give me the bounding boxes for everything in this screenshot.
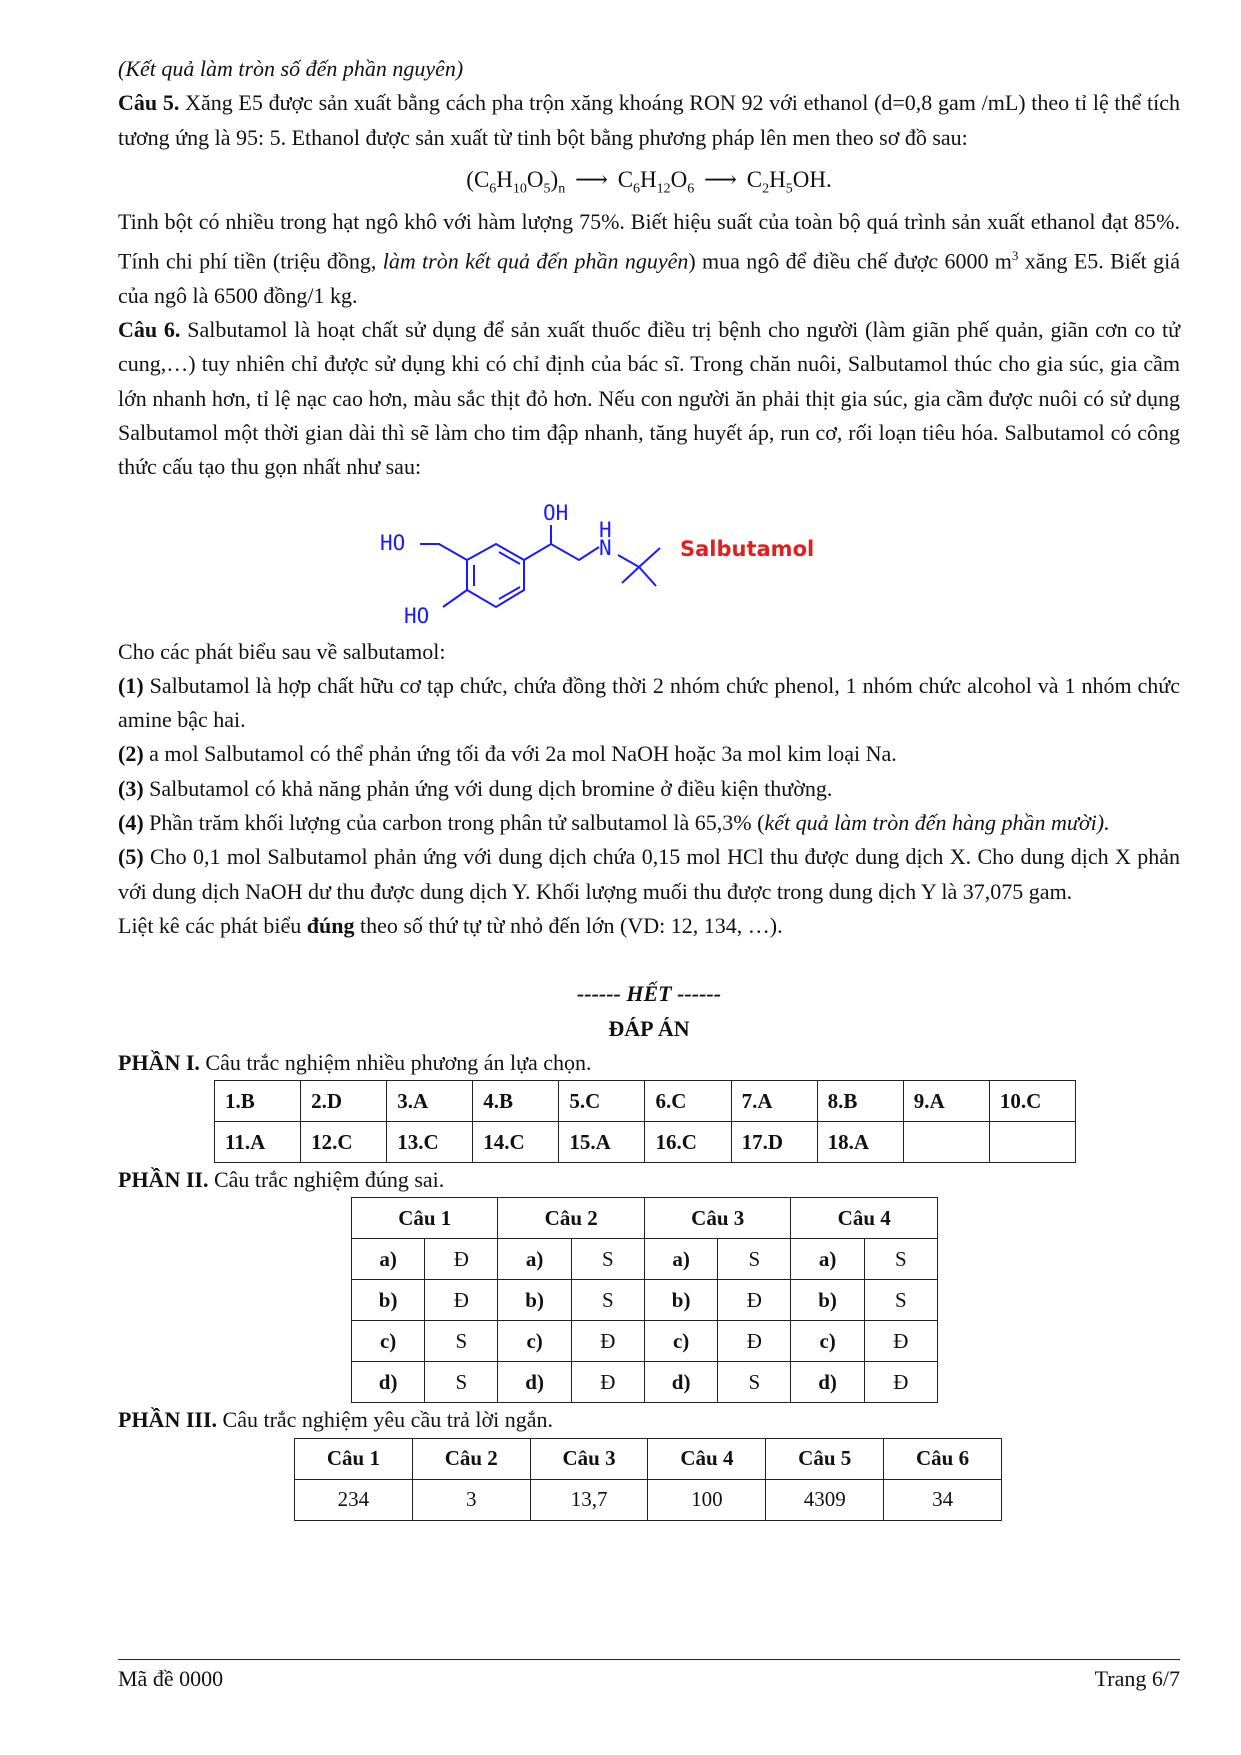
table-cell: a)	[791, 1239, 864, 1280]
table-header: Câu 2	[412, 1438, 530, 1479]
top-note: (Kết quả làm tròn số đến phần nguyên)	[118, 56, 464, 81]
table-cell: S	[864, 1280, 937, 1321]
part3-title: PHẦN III. Câu trắc nghiệm yêu cầu trả lời ngắn.	[118, 1407, 554, 1433]
table-cell: Đ	[571, 1321, 644, 1362]
table-cell: b)	[498, 1280, 571, 1321]
table-cell: d)	[352, 1362, 425, 1403]
table-cell	[903, 1122, 989, 1163]
table-row	[352, 1362, 938, 1403]
table-cell: 7.A	[731, 1081, 817, 1122]
table-header-row	[295, 1438, 1002, 1479]
table-cell: 9.A	[903, 1081, 989, 1122]
table-row	[352, 1239, 938, 1280]
table-cell: 4.B	[473, 1081, 559, 1122]
table-cell: 34	[884, 1479, 1002, 1520]
table-cell: 13,7	[530, 1479, 648, 1520]
mol-n-label: N	[599, 535, 612, 560]
table-cell: S	[571, 1280, 644, 1321]
table-cell: c)	[352, 1321, 425, 1362]
table-header: Câu 5	[766, 1438, 884, 1479]
table-cell: S	[571, 1239, 644, 1280]
table-cell: c)	[791, 1321, 864, 1362]
table-header: Câu 3	[644, 1198, 790, 1239]
table-cell: S	[864, 1239, 937, 1280]
mol-h-label: H	[599, 517, 612, 542]
table-cell: b)	[352, 1280, 425, 1321]
question-5	[118, 86, 1180, 155]
table-cell: S	[718, 1239, 791, 1280]
part1-table	[214, 1080, 1076, 1163]
table-cell: c)	[498, 1321, 571, 1362]
table-row	[295, 1479, 1002, 1520]
table-header: Câu 6	[884, 1438, 1002, 1479]
q6-intro: Cho các phát biểu sau về salbutamol:	[118, 638, 446, 664]
table-cell: a)	[498, 1239, 571, 1280]
table-cell: Đ	[864, 1362, 937, 1403]
part3-table	[294, 1438, 1002, 1521]
page-number: Trang 6/7	[1094, 1666, 1180, 1691]
arrow-icon: ⟶	[704, 166, 738, 192]
table-row	[352, 1280, 938, 1321]
page-content	[118, 52, 1180, 1521]
table-cell: 6.C	[645, 1081, 731, 1122]
table-cell: 17.D	[731, 1122, 817, 1163]
mol-oh-label: OH	[543, 500, 569, 525]
mol-name-label: Salbutamol	[680, 536, 815, 561]
table-row	[215, 1081, 1076, 1122]
table-cell: Đ	[571, 1362, 644, 1403]
mol-ho2-label: HO	[404, 603, 430, 628]
end-mark: ------ HẾT ------	[576, 981, 722, 1007]
table-row	[215, 1122, 1076, 1163]
q6-text1: Salbutamol là hoạt chất sử dụng để sản xuất thuốc điều trị bệnh cho người (làm giãn phế quản, giãn cơn co tử cung,…) tuy nhiên chỉ được sử dụng khi có chỉ định của bác sĩ. Trong chăn nuôi, Salbutamol thúc cho gia súc, gia cầm lớn nhanh hơn, tỉ lệ nạc cao hơn, màu sắc thịt đỏ hơn. Nếu con người ăn phải thịt gia súc, gia cầm được nuôi có sử dụng Salbutamol một thời gian dài thì sẽ làm cho tim đập nhanh, tăng huyết áp, run cơ, rối loạn tiêu hóa. Salbutamol có công thức cấu tạo thu gọn nhất như sau:	[118, 317, 1180, 480]
arrow-icon: ⟶	[574, 166, 608, 192]
fermentation-scheme	[118, 155, 1180, 205]
table-cell: 234	[295, 1479, 413, 1520]
table-header: Câu 4	[648, 1438, 766, 1479]
part1-title: PHẦN I. Câu trắc nghiệm nhiều phương án lựa chọn.	[118, 1049, 592, 1075]
table-header: Câu 1	[295, 1438, 413, 1479]
table-cell: 4309	[766, 1479, 884, 1520]
part2-title: PHẦN II. Câu trắc nghiệm đúng sai.	[118, 1167, 445, 1193]
part2-table	[351, 1197, 938, 1403]
table-cell: 3	[412, 1479, 530, 1520]
exam-code: Mã đề 0000	[118, 1666, 224, 1691]
table-row	[352, 1321, 938, 1362]
table-cell: 18.A	[817, 1122, 903, 1163]
table-cell: Đ	[718, 1321, 791, 1362]
salbutamol-structure-icon	[118, 485, 1180, 635]
page-footer	[118, 1659, 1180, 1692]
table-cell: d)	[644, 1362, 717, 1403]
table-cell: 14.C	[473, 1122, 559, 1163]
starch-formula: $(C_6H_{10}O_5)_n$	[466, 166, 566, 197]
ethanol-formula: $C_2H_5OH$.	[746, 166, 832, 197]
table-cell: S	[718, 1362, 791, 1403]
table-header: Câu 1	[352, 1198, 498, 1239]
statement-5: (5) Cho 0,1 mol Salbutamol phản ứng với dung dịch chứa 0,15 mol HCl thu được dung dịch X. Cho dung dịch X phản với dung dịch NaOH dư thu được dung dịch Y. Khối lượng muối thu được trong dung dịch Y là 37,075 gam.	[118, 844, 1180, 904]
table-cell: b)	[791, 1280, 864, 1321]
table-cell: b)	[644, 1280, 717, 1321]
table-cell: S	[425, 1321, 498, 1362]
statement-1: (1) Salbutamol là hợp chất hữu cơ tạp chức, chứa đồng thời 2 nhóm chức phenol, 1 nhóm chức alcohol và 1 nhóm chức amine bậc hai.	[118, 672, 1180, 733]
table-cell: c)	[644, 1321, 717, 1362]
table-cell: 3.A	[387, 1081, 473, 1122]
table-cell: d)	[791, 1362, 864, 1403]
glucose-formula: $C_6H_{12}O_6$	[617, 166, 695, 197]
q5-text2: Tinh bột có nhiều trong hạt ngô khô với hàm lượng 75%. Biết hiệu suất của toàn bộ quá trình sản xuất ethanol đạt 85%. Tính chi phí tiền (triệu đồng, làm tròn kết quả đến phần nguyên) mua ngô để điều chế được 6000 $m^3$ xăng E5. Biết giá của ngô là 6500 đồng/1 kg.	[118, 208, 1181, 308]
table-cell: 16.C	[645, 1122, 731, 1163]
q6-final: Liệt kê các phát biểu đúng theo số thứ tự từ nhỏ đến lớn (VD: 12, 134, …).	[118, 912, 783, 938]
table-cell: Đ	[718, 1280, 791, 1321]
table-cell: 13.C	[387, 1122, 473, 1163]
table-cell: d)	[498, 1362, 571, 1403]
table-header: Câu 4	[791, 1198, 938, 1239]
table-cell: Đ	[425, 1280, 498, 1321]
table-cell: a)	[644, 1239, 717, 1280]
table-cell: Đ	[425, 1239, 498, 1280]
table-cell: 8.B	[817, 1081, 903, 1122]
table-header: Câu 2	[498, 1198, 644, 1239]
q6-label: Câu 6.	[118, 317, 181, 343]
table-cell: Đ	[864, 1321, 937, 1362]
table-cell: 1.B	[215, 1081, 301, 1122]
salbutamol-structure	[118, 485, 1180, 635]
statement-4: (4) Phần trăm khối lượng của carbon trong phân tử salbutamol là 65,3% (kết quả làm tròn đến hàng phần mười).	[118, 810, 1110, 836]
statement-3: (3) Salbutamol có khả năng phản ứng với dung dịch bromine ở điều kiện thường.	[118, 775, 833, 801]
statement-2: (2) a mol Salbutamol có thể phản ứng tối đa với 2a mol NaOH hoặc 3a mol kim loại Na.	[118, 741, 897, 767]
table-cell: 15.A	[559, 1122, 645, 1163]
q5-label: Câu 5.	[118, 90, 180, 116]
q5-text1: Xăng E5 được sản xuất bằng cách pha trộn xăng khoáng RON 92 với ethanol (d=0,8 gam /mL) theo tỉ lệ thể tích tương ứng là 95: 5. Ethanol được sản xuất từ tinh bột bằng phương pháp lên men theo sơ đồ sau:	[118, 90, 1180, 150]
table-cell	[989, 1122, 1075, 1163]
table-cell: 5.C	[559, 1081, 645, 1122]
answer-title: ĐÁP ÁN	[608, 1015, 690, 1041]
table-cell: S	[425, 1362, 498, 1403]
question-6	[118, 313, 1180, 484]
table-cell: a)	[352, 1239, 425, 1280]
table-cell: 11.A	[215, 1122, 301, 1163]
table-header: Câu 3	[530, 1438, 648, 1479]
table-header-row	[352, 1198, 938, 1239]
table-cell: 12.C	[301, 1122, 387, 1163]
table-cell: 2.D	[301, 1081, 387, 1122]
table-cell: 100	[648, 1479, 766, 1520]
mol-ho1-label: HO	[380, 530, 406, 555]
table-cell: 10.C	[989, 1081, 1075, 1122]
